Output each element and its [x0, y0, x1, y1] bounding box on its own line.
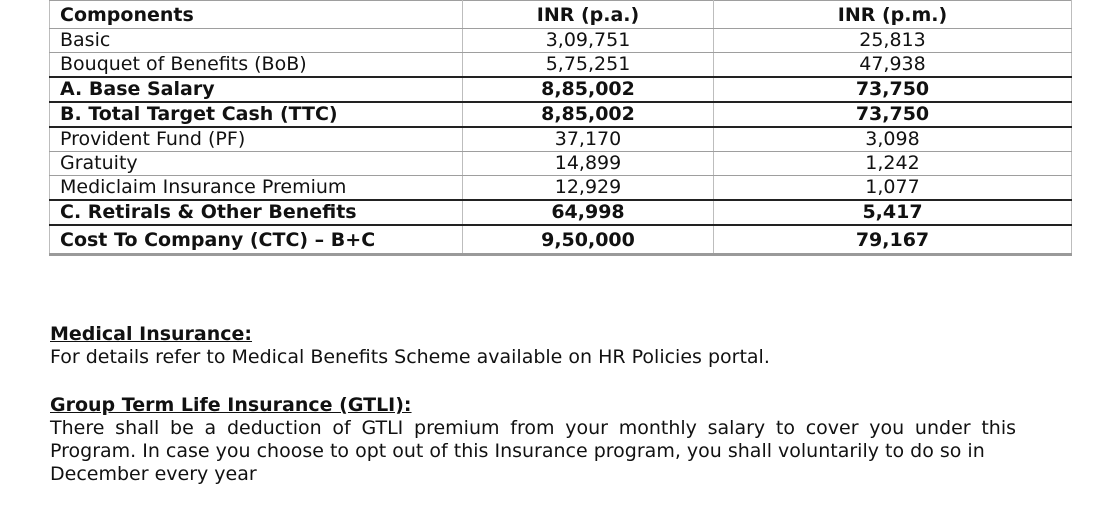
table-row-subtotal [50, 77, 1072, 102]
row-annual: 5,75,251 [463, 53, 714, 78]
medical-insurance-heading: Medical Insurance: [50, 323, 253, 345]
row-label: Basic [50, 29, 463, 53]
row-annual: 12,929 [463, 176, 714, 201]
row-monthly: 25,813 [714, 29, 1072, 53]
row-monthly: 1,077 [714, 176, 1072, 201]
row-annual: 9,50,000 [463, 225, 714, 255]
table-row-subtotal [50, 200, 1072, 225]
row-annual: 8,85,002 [463, 102, 714, 127]
table-row-subtotal [50, 102, 1072, 127]
header-components: Components [50, 1, 463, 29]
row-monthly: 73,750 [714, 77, 1072, 102]
gtli-text [50, 417, 1050, 486]
table-row [50, 29, 1072, 53]
row-annual: 64,998 [463, 200, 714, 225]
table-header-row [50, 1, 1072, 29]
gtli-text-line: Program. In case you choose to opt out of this Insurance program, you shall voluntarily to do so in [50, 440, 985, 462]
table-row [50, 176, 1072, 201]
header-monthly: INR (p.m.) [714, 1, 1072, 29]
row-label: Mediclaim Insurance Premium [50, 176, 463, 201]
row-label: A. Base Salary [50, 77, 463, 102]
row-label: B. Total Target Cash (TTC) [50, 102, 463, 127]
table-row [50, 127, 1072, 152]
row-monthly: 3,098 [714, 127, 1072, 152]
table-row-total [50, 225, 1072, 255]
row-monthly: 79,167 [714, 225, 1072, 255]
salary-breakdown-table [49, 0, 1072, 256]
gtli-heading: Group Term Life Insurance (GTLI): [50, 394, 412, 416]
gtli-text-line: There shall be a deduction of GTLI premium from your monthly salary to cover you under this [50, 417, 1016, 439]
header-annual: INR (p.a.) [463, 1, 714, 29]
medical-insurance-text: For details refer to Medical Benefits Scheme available on HR Policies portal. [50, 346, 770, 368]
row-annual: 14,899 [463, 152, 714, 176]
row-label: Gratuity [50, 152, 463, 176]
row-monthly: 73,750 [714, 102, 1072, 127]
table-row [50, 53, 1072, 78]
table-row [50, 152, 1072, 176]
row-monthly: 47,938 [714, 53, 1072, 78]
row-monthly: 1,242 [714, 152, 1072, 176]
row-monthly: 5,417 [714, 200, 1072, 225]
gtli-text-line: December every year [50, 463, 257, 485]
row-annual: 8,85,002 [463, 77, 714, 102]
row-label: C. Retirals & Other Benefits [50, 200, 463, 225]
row-label: Bouquet of Benefits (BoB) [50, 53, 463, 78]
row-label: Provident Fund (PF) [50, 127, 463, 152]
row-annual: 3,09,751 [463, 29, 714, 53]
row-label: Cost To Company (CTC) – B+C [50, 225, 463, 255]
row-annual: 37,170 [463, 127, 714, 152]
